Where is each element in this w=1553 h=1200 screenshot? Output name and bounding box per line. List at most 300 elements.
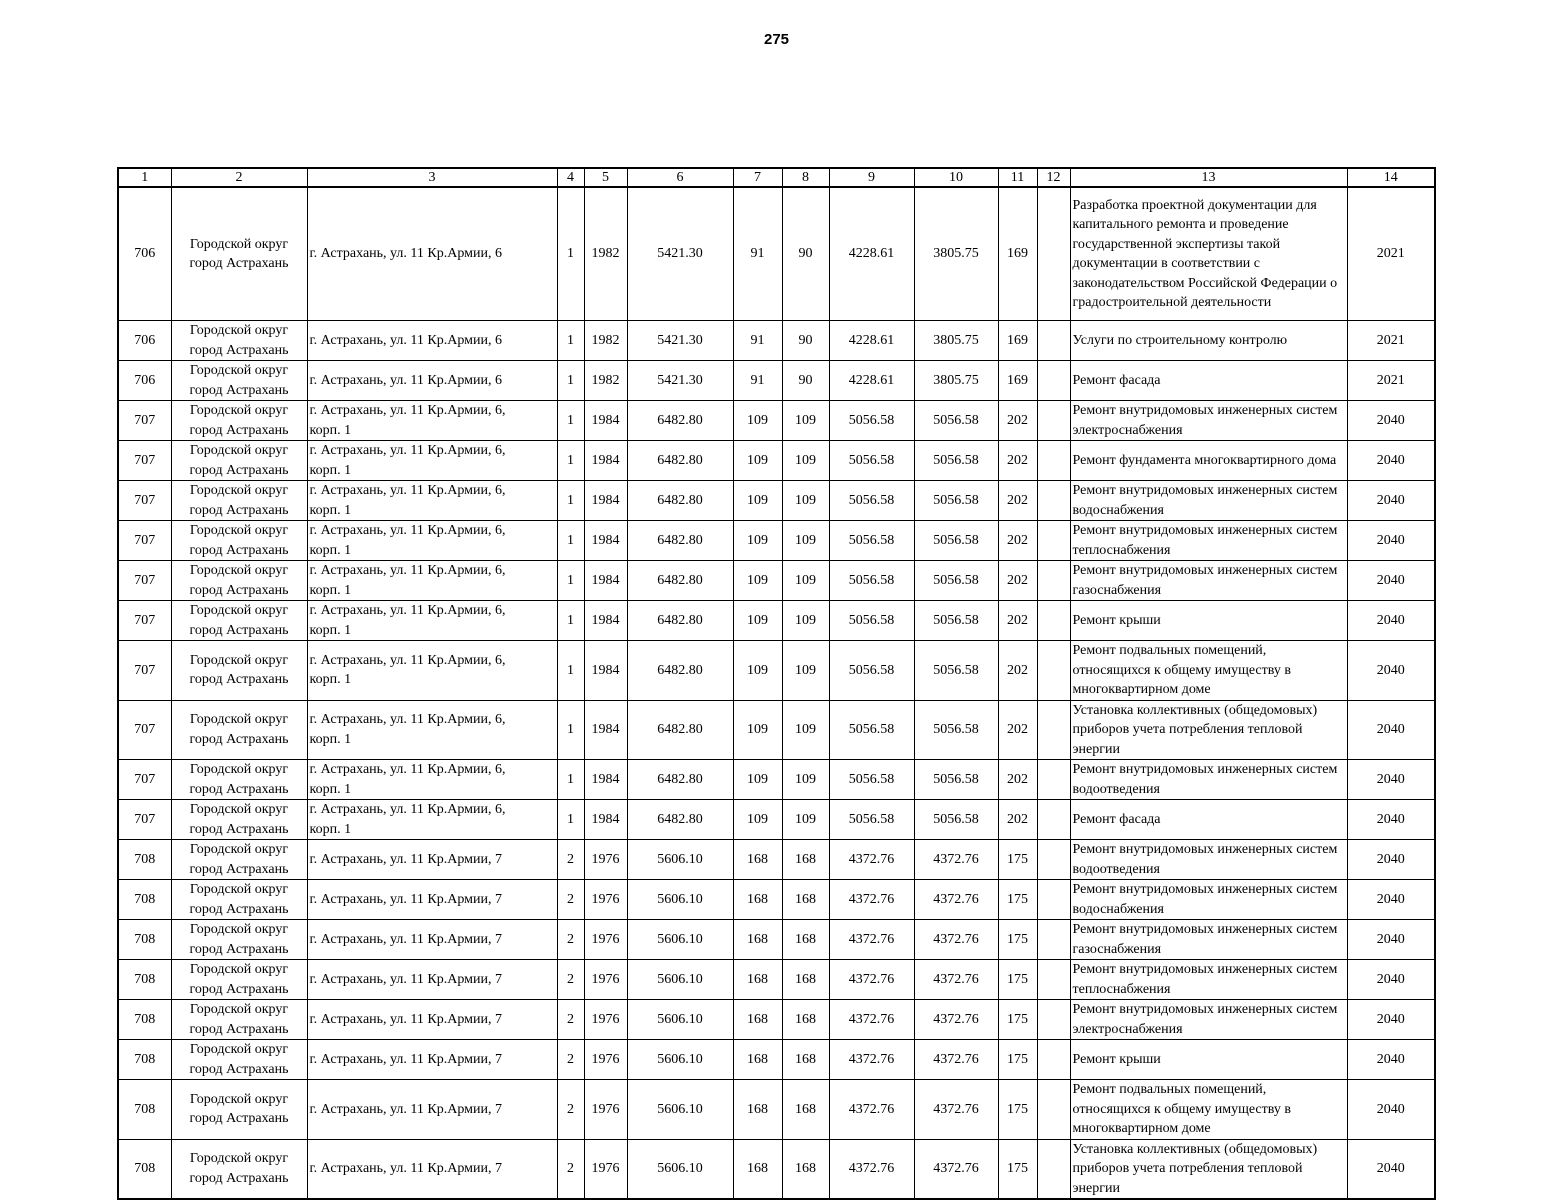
cell-col-14: 2040 <box>1347 481 1435 521</box>
cell-col-9: 4372.76 <box>829 960 914 1000</box>
cell-col-12 <box>1037 561 1070 601</box>
cell-col-7: 168 <box>733 920 782 960</box>
cell-col-7: 109 <box>733 481 782 521</box>
cell-col-1: 707 <box>118 641 171 701</box>
cell-col-11: 202 <box>998 401 1037 441</box>
cell-col-13: Ремонт фасада <box>1070 800 1347 840</box>
table-row <box>118 700 1435 760</box>
cell-col-4: 1 <box>557 641 584 701</box>
cell-col-14: 2040 <box>1347 1080 1435 1140</box>
cell-col-9: 5056.58 <box>829 401 914 441</box>
table-row <box>118 960 1435 1000</box>
cell-col-8: 109 <box>782 601 829 641</box>
cell-col-12 <box>1037 700 1070 760</box>
cell-col-5: 1984 <box>584 800 627 840</box>
cell-col-3: г. Астрахань, ул. 11 Кр.Армии, 6, корп. 1 <box>307 441 557 481</box>
cell-col-4: 2 <box>557 1080 584 1140</box>
cell-col-12 <box>1037 641 1070 701</box>
cell-col-7: 109 <box>733 800 782 840</box>
cell-col-5: 1984 <box>584 700 627 760</box>
cell-col-10: 4372.76 <box>914 880 998 920</box>
cell-col-9: 4228.61 <box>829 321 914 361</box>
table-row <box>118 401 1435 441</box>
cell-col-3: г. Астрахань, ул. 11 Кр.Армии, 6, корп. 1 <box>307 561 557 601</box>
cell-col-14: 2040 <box>1347 641 1435 701</box>
cell-col-5: 1982 <box>584 321 627 361</box>
cell-col-10: 5056.58 <box>914 760 998 800</box>
cell-col-11: 175 <box>998 1000 1037 1040</box>
column-header-6: 6 <box>627 168 733 187</box>
cell-col-1: 706 <box>118 321 171 361</box>
cell-col-3: г. Астрахань, ул. 11 Кр.Армии, 6, корп. 1 <box>307 760 557 800</box>
table-row <box>118 187 1435 321</box>
cell-col-2: Городской округ город Астрахань <box>171 1040 307 1080</box>
cell-col-14: 2040 <box>1347 1000 1435 1040</box>
cell-col-6: 5606.10 <box>627 1000 733 1040</box>
cell-col-11: 202 <box>998 481 1037 521</box>
cell-col-13: Разработка проектной документации для капитального ремонта и проведение государственной экспертизы такой документации в соответствии с законодательством Российской Федерации о градостроительной деятельности <box>1070 187 1347 321</box>
cell-col-2: Городской округ город Астрахань <box>171 401 307 441</box>
cell-col-7: 109 <box>733 601 782 641</box>
cell-col-6: 5421.30 <box>627 187 733 321</box>
table-row <box>118 1139 1435 1199</box>
cell-col-5: 1976 <box>584 1080 627 1140</box>
cell-col-12 <box>1037 321 1070 361</box>
cell-col-13: Ремонт крыши <box>1070 601 1347 641</box>
cell-col-8: 168 <box>782 1000 829 1040</box>
cell-col-3: г. Астрахань, ул. 11 Кр.Армии, 6 <box>307 187 557 321</box>
cell-col-9: 4372.76 <box>829 840 914 880</box>
cell-col-7: 168 <box>733 960 782 1000</box>
cell-col-9: 5056.58 <box>829 601 914 641</box>
cell-col-6: 6482.80 <box>627 401 733 441</box>
table-row <box>118 920 1435 960</box>
table-row <box>118 361 1435 401</box>
cell-col-11: 175 <box>998 1040 1037 1080</box>
cell-col-4: 2 <box>557 1040 584 1080</box>
cell-col-1: 708 <box>118 960 171 1000</box>
cell-col-9: 5056.58 <box>829 760 914 800</box>
table-row <box>118 601 1435 641</box>
cell-col-9: 5056.58 <box>829 700 914 760</box>
cell-col-14: 2040 <box>1347 441 1435 481</box>
cell-col-7: 168 <box>733 1040 782 1080</box>
cell-col-1: 706 <box>118 361 171 401</box>
cell-col-8: 90 <box>782 361 829 401</box>
table-row <box>118 641 1435 701</box>
cell-col-4: 1 <box>557 187 584 321</box>
cell-col-1: 707 <box>118 760 171 800</box>
cell-col-13: Ремонт внутридомовых инженерных систем водоснабжения <box>1070 880 1347 920</box>
cell-col-12 <box>1037 187 1070 321</box>
cell-col-7: 109 <box>733 561 782 601</box>
table-row <box>118 561 1435 601</box>
column-header-10: 10 <box>914 168 998 187</box>
cell-col-10: 5056.58 <box>914 700 998 760</box>
cell-col-3: г. Астрахань, ул. 11 Кр.Армии, 6 <box>307 361 557 401</box>
cell-col-2: Городской округ город Астрахань <box>171 920 307 960</box>
cell-col-8: 90 <box>782 187 829 321</box>
cell-col-1: 707 <box>118 601 171 641</box>
cell-col-7: 168 <box>733 1080 782 1140</box>
cell-col-6: 5606.10 <box>627 960 733 1000</box>
column-header-5: 5 <box>584 168 627 187</box>
cell-col-3: г. Астрахань, ул. 11 Кр.Армии, 7 <box>307 1080 557 1140</box>
table-row <box>118 880 1435 920</box>
cell-col-3: г. Астрахань, ул. 11 Кр.Армии, 7 <box>307 880 557 920</box>
cell-col-8: 109 <box>782 441 829 481</box>
cell-col-10: 3805.75 <box>914 321 998 361</box>
cell-col-11: 169 <box>998 321 1037 361</box>
cell-col-10: 3805.75 <box>914 187 998 321</box>
cell-col-13: Ремонт внутридомовых инженерных систем водоснабжения <box>1070 481 1347 521</box>
cell-col-2: Городской округ город Астрахань <box>171 601 307 641</box>
table-row <box>118 521 1435 561</box>
cell-col-10: 4372.76 <box>914 960 998 1000</box>
cell-col-5: 1984 <box>584 481 627 521</box>
cell-col-6: 5606.10 <box>627 840 733 880</box>
column-header-11: 11 <box>998 168 1037 187</box>
cell-col-5: 1984 <box>584 401 627 441</box>
cell-col-12 <box>1037 401 1070 441</box>
cell-col-2: Городской округ город Астрахань <box>171 800 307 840</box>
cell-col-12 <box>1037 1139 1070 1199</box>
page-number: 275 <box>763 31 790 48</box>
cell-col-8: 109 <box>782 641 829 701</box>
cell-col-4: 2 <box>557 920 584 960</box>
cell-col-8: 109 <box>782 700 829 760</box>
cell-col-5: 1976 <box>584 920 627 960</box>
cell-col-13: Установка коллективных (общедомовых) приборов учета потребления тепловой энергии <box>1070 700 1347 760</box>
cell-col-11: 175 <box>998 840 1037 880</box>
cell-col-14: 2040 <box>1347 880 1435 920</box>
cell-col-9: 4372.76 <box>829 880 914 920</box>
cell-col-10: 4372.76 <box>914 840 998 880</box>
cell-col-9: 5056.58 <box>829 481 914 521</box>
cell-col-5: 1976 <box>584 840 627 880</box>
cell-col-14: 2021 <box>1347 187 1435 321</box>
cell-col-14: 2040 <box>1347 800 1435 840</box>
cell-col-9: 4228.61 <box>829 187 914 321</box>
cell-col-6: 5606.10 <box>627 1040 733 1080</box>
cell-col-9: 4228.61 <box>829 361 914 401</box>
cell-col-14: 2040 <box>1347 401 1435 441</box>
cell-col-6: 5606.10 <box>627 1080 733 1140</box>
cell-col-9: 4372.76 <box>829 1040 914 1080</box>
cell-col-14: 2021 <box>1347 361 1435 401</box>
column-header-3: 3 <box>307 168 557 187</box>
cell-col-9: 5056.58 <box>829 561 914 601</box>
column-header-12: 12 <box>1037 168 1070 187</box>
cell-col-2: Городской округ город Астрахань <box>171 1080 307 1140</box>
cell-col-11: 175 <box>998 920 1037 960</box>
cell-col-7: 109 <box>733 401 782 441</box>
cell-col-5: 1984 <box>584 601 627 641</box>
cell-col-10: 5056.58 <box>914 401 998 441</box>
cell-col-13: Ремонт фасада <box>1070 361 1347 401</box>
cell-col-11: 169 <box>998 361 1037 401</box>
cell-col-7: 168 <box>733 880 782 920</box>
cell-col-10: 5056.58 <box>914 441 998 481</box>
cell-col-13: Ремонт внутридомовых инженерных систем теплоснабжения <box>1070 960 1347 1000</box>
cell-col-14: 2040 <box>1347 840 1435 880</box>
table-row <box>118 1040 1435 1080</box>
cell-col-2: Городской округ город Астрахань <box>171 321 307 361</box>
cell-col-4: 2 <box>557 880 584 920</box>
cell-col-8: 109 <box>782 561 829 601</box>
cell-col-2: Городской округ город Астрахань <box>171 1000 307 1040</box>
cell-col-14: 2040 <box>1347 920 1435 960</box>
cell-col-9: 4372.76 <box>829 1000 914 1040</box>
cell-col-8: 109 <box>782 521 829 561</box>
cell-col-13: Ремонт внутридомовых инженерных систем водоотведения <box>1070 760 1347 800</box>
cell-col-11: 175 <box>998 960 1037 1000</box>
cell-col-8: 109 <box>782 800 829 840</box>
column-header-9: 9 <box>829 168 914 187</box>
cell-col-13: Ремонт крыши <box>1070 1040 1347 1080</box>
cell-col-4: 1 <box>557 601 584 641</box>
cell-col-11: 202 <box>998 700 1037 760</box>
table-row <box>118 840 1435 880</box>
cell-col-2: Городской округ город Астрахань <box>171 187 307 321</box>
cell-col-8: 168 <box>782 1139 829 1199</box>
cell-col-7: 91 <box>733 321 782 361</box>
cell-col-6: 5421.30 <box>627 321 733 361</box>
cell-col-4: 2 <box>557 1000 584 1040</box>
cell-col-1: 708 <box>118 840 171 880</box>
cell-col-3: г. Астрахань, ул. 11 Кр.Армии, 6, корп. 1 <box>307 521 557 561</box>
cell-col-6: 6482.80 <box>627 760 733 800</box>
cell-col-10: 5056.58 <box>914 800 998 840</box>
table-row <box>118 1000 1435 1040</box>
cell-col-6: 5421.30 <box>627 361 733 401</box>
cell-col-14: 2040 <box>1347 561 1435 601</box>
column-header-8: 8 <box>782 168 829 187</box>
column-header-4: 4 <box>557 168 584 187</box>
cell-col-9: 5056.58 <box>829 441 914 481</box>
cell-col-2: Городской округ город Астрахань <box>171 441 307 481</box>
cell-col-3: г. Астрахань, ул. 11 Кр.Армии, 6, корп. 1 <box>307 481 557 521</box>
table-row <box>118 321 1435 361</box>
cell-col-6: 6482.80 <box>627 561 733 601</box>
cell-col-12 <box>1037 800 1070 840</box>
cell-col-3: г. Астрахань, ул. 11 Кр.Армии, 7 <box>307 1040 557 1080</box>
cell-col-3: г. Астрахань, ул. 11 Кр.Армии, 7 <box>307 920 557 960</box>
cell-col-10: 3805.75 <box>914 361 998 401</box>
cell-col-2: Городской округ город Астрахань <box>171 880 307 920</box>
cell-col-6: 6482.80 <box>627 800 733 840</box>
cell-col-9: 4372.76 <box>829 920 914 960</box>
cell-col-13: Установка коллективных (общедомовых) приборов учета потребления тепловой энергии <box>1070 1139 1347 1199</box>
cell-col-10: 4372.76 <box>914 1000 998 1040</box>
cell-col-6: 6482.80 <box>627 521 733 561</box>
cell-col-13: Ремонт подвальных помещений, относящихся к общему имуществу в многоквартирном доме <box>1070 1080 1347 1140</box>
cell-col-11: 175 <box>998 1080 1037 1140</box>
cell-col-12 <box>1037 361 1070 401</box>
cell-col-2: Городской округ город Астрахань <box>171 700 307 760</box>
cell-col-2: Городской округ город Астрахань <box>171 521 307 561</box>
cell-col-8: 109 <box>782 760 829 800</box>
cell-col-11: 202 <box>998 441 1037 481</box>
cell-col-9: 5056.58 <box>829 800 914 840</box>
cell-col-6: 6482.80 <box>627 641 733 701</box>
cell-col-8: 109 <box>782 481 829 521</box>
cell-col-11: 202 <box>998 760 1037 800</box>
cell-col-13: Ремонт внутридомовых инженерных систем газоснабжения <box>1070 920 1347 960</box>
cell-col-3: г. Астрахань, ул. 11 Кр.Армии, 6, корп. 1 <box>307 601 557 641</box>
cell-col-2: Городской округ город Астрахань <box>171 481 307 521</box>
cell-col-12 <box>1037 1080 1070 1140</box>
cell-col-7: 109 <box>733 700 782 760</box>
cell-col-2: Городской округ город Астрахань <box>171 1139 307 1199</box>
cell-col-4: 1 <box>557 760 584 800</box>
cell-col-14: 2040 <box>1347 1040 1435 1080</box>
table-row <box>118 481 1435 521</box>
cell-col-8: 90 <box>782 321 829 361</box>
cell-col-9: 5056.58 <box>829 641 914 701</box>
column-header-2: 2 <box>171 168 307 187</box>
cell-col-13: Услуги по строительному контролю <box>1070 321 1347 361</box>
cell-col-14: 2040 <box>1347 760 1435 800</box>
cell-col-6: 6482.80 <box>627 601 733 641</box>
cell-col-8: 168 <box>782 880 829 920</box>
cell-col-9: 4372.76 <box>829 1139 914 1199</box>
cell-col-14: 2040 <box>1347 521 1435 561</box>
cell-col-11: 175 <box>998 880 1037 920</box>
cell-col-10: 5056.58 <box>914 601 998 641</box>
cell-col-4: 1 <box>557 321 584 361</box>
cell-col-6: 6482.80 <box>627 441 733 481</box>
cell-col-5: 1976 <box>584 1139 627 1199</box>
cell-col-5: 1984 <box>584 760 627 800</box>
cell-col-11: 169 <box>998 187 1037 321</box>
cell-col-4: 1 <box>557 361 584 401</box>
cell-col-2: Городской округ город Астрахань <box>171 960 307 1000</box>
cell-col-5: 1984 <box>584 641 627 701</box>
cell-col-1: 708 <box>118 880 171 920</box>
table-row <box>118 800 1435 840</box>
cell-col-8: 168 <box>782 920 829 960</box>
cell-col-3: г. Астрахань, ул. 11 Кр.Армии, 7 <box>307 960 557 1000</box>
cell-col-14: 2040 <box>1347 601 1435 641</box>
cell-col-11: 202 <box>998 521 1037 561</box>
cell-col-10: 5056.58 <box>914 561 998 601</box>
cell-col-2: Городской округ город Астрахань <box>171 840 307 880</box>
cell-col-1: 707 <box>118 561 171 601</box>
cell-col-3: г. Астрахань, ул. 11 Кр.Армии, 6 <box>307 321 557 361</box>
cell-col-8: 168 <box>782 840 829 880</box>
cell-col-1: 707 <box>118 401 171 441</box>
cell-col-4: 1 <box>557 481 584 521</box>
cell-col-12 <box>1037 880 1070 920</box>
cell-col-3: г. Астрахань, ул. 11 Кр.Армии, 7 <box>307 840 557 880</box>
cell-col-3: г. Астрахань, ул. 11 Кр.Армии, 6, корп. 1 <box>307 700 557 760</box>
cell-col-7: 168 <box>733 1000 782 1040</box>
cell-col-12 <box>1037 760 1070 800</box>
cell-col-3: г. Астрахань, ул. 11 Кр.Армии, 7 <box>307 1139 557 1199</box>
cell-col-5: 1984 <box>584 441 627 481</box>
cell-col-14: 2040 <box>1347 1139 1435 1199</box>
cell-col-1: 708 <box>118 1040 171 1080</box>
cell-col-8: 109 <box>782 401 829 441</box>
cell-col-1: 707 <box>118 441 171 481</box>
cell-col-7: 109 <box>733 441 782 481</box>
cell-col-12 <box>1037 441 1070 481</box>
cell-col-2: Городской округ город Астрахань <box>171 361 307 401</box>
table-row <box>118 1080 1435 1140</box>
cell-col-9: 5056.58 <box>829 521 914 561</box>
cell-col-1: 707 <box>118 700 171 760</box>
cell-col-13: Ремонт внутридомовых инженерных систем электроснабжения <box>1070 1000 1347 1040</box>
cell-col-2: Городской округ город Астрахань <box>171 561 307 601</box>
cell-col-5: 1984 <box>584 521 627 561</box>
cell-col-13: Ремонт подвальных помещений, относящихся к общему имуществу в многоквартирном доме <box>1070 641 1347 701</box>
cell-col-1: 708 <box>118 920 171 960</box>
cell-col-11: 202 <box>998 800 1037 840</box>
cell-col-11: 202 <box>998 561 1037 601</box>
cell-col-10: 5056.58 <box>914 641 998 701</box>
cell-col-5: 1976 <box>584 1040 627 1080</box>
cell-col-6: 6482.80 <box>627 700 733 760</box>
column-header-7: 7 <box>733 168 782 187</box>
cell-col-6: 5606.10 <box>627 1139 733 1199</box>
cell-col-13: Ремонт внутридомовых инженерных систем газоснабжения <box>1070 561 1347 601</box>
cell-col-4: 2 <box>557 1139 584 1199</box>
cell-col-12 <box>1037 920 1070 960</box>
cell-col-1: 708 <box>118 1000 171 1040</box>
cell-col-4: 1 <box>557 401 584 441</box>
cell-col-5: 1982 <box>584 361 627 401</box>
cell-col-6: 5606.10 <box>627 920 733 960</box>
cell-col-4: 1 <box>557 700 584 760</box>
cell-col-5: 1976 <box>584 960 627 1000</box>
table-body <box>118 187 1435 1199</box>
cell-col-13: Ремонт внутридомовых инженерных систем водоотведения <box>1070 840 1347 880</box>
cell-col-14: 2040 <box>1347 960 1435 1000</box>
cell-col-10: 5056.58 <box>914 481 998 521</box>
column-header-13: 13 <box>1070 168 1347 187</box>
cell-col-12 <box>1037 1040 1070 1080</box>
cell-col-7: 109 <box>733 521 782 561</box>
cell-col-6: 5606.10 <box>627 880 733 920</box>
cell-col-10: 4372.76 <box>914 1080 998 1140</box>
cell-col-13: Ремонт фундамента многоквартирного дома <box>1070 441 1347 481</box>
cell-col-12 <box>1037 601 1070 641</box>
cell-col-1: 708 <box>118 1139 171 1199</box>
cell-col-14: 2021 <box>1347 321 1435 361</box>
cell-col-2: Городской округ город Астрахань <box>171 641 307 701</box>
cell-col-1: 707 <box>118 481 171 521</box>
cell-col-4: 2 <box>557 960 584 1000</box>
cell-col-8: 168 <box>782 1040 829 1080</box>
cell-col-4: 1 <box>557 561 584 601</box>
cell-col-7: 168 <box>733 840 782 880</box>
cell-col-6: 6482.80 <box>627 481 733 521</box>
cell-col-7: 91 <box>733 187 782 321</box>
cell-col-13: Ремонт внутридомовых инженерных систем электроснабжения <box>1070 401 1347 441</box>
cell-col-3: г. Астрахань, ул. 11 Кр.Армии, 6, корп. 1 <box>307 800 557 840</box>
cell-col-4: 1 <box>557 521 584 561</box>
column-header-1: 1 <box>118 168 171 187</box>
cell-col-4: 1 <box>557 441 584 481</box>
cell-col-5: 1982 <box>584 187 627 321</box>
cell-col-10: 4372.76 <box>914 1139 998 1199</box>
column-header-14: 14 <box>1347 168 1435 187</box>
cell-col-10: 4372.76 <box>914 920 998 960</box>
cell-col-1: 708 <box>118 1080 171 1140</box>
table-row <box>118 760 1435 800</box>
cell-col-5: 1976 <box>584 880 627 920</box>
